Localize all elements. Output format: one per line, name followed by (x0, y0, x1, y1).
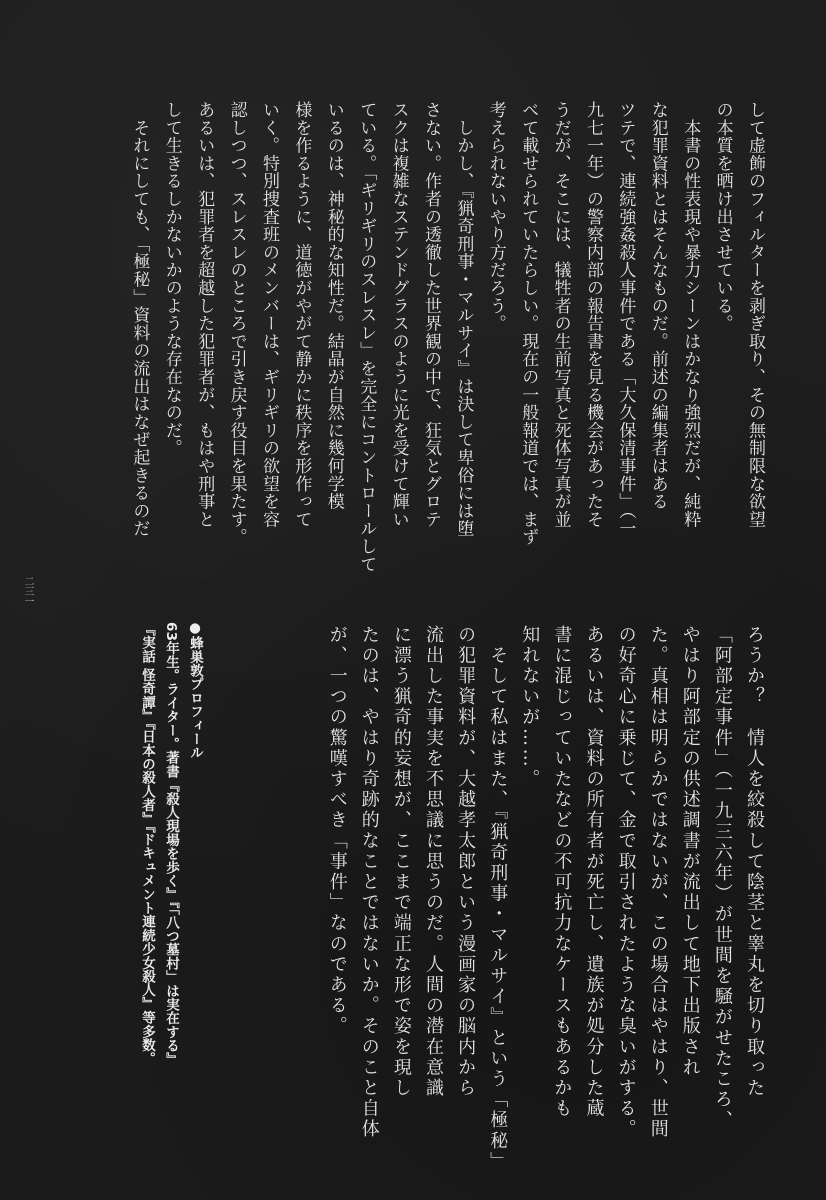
text-column: の好奇心に乗じて、金で取引されたような臭いがする。 (615, 625, 637, 1140)
text-column: 九七一年）の警察内部の報告書を見る機会があったそ (583, 101, 603, 529)
text-column: さない。作者の透徹した世界観の中で、狂気とグロテ (421, 101, 441, 529)
text-column: 本書の性表現や暴力シーンはかなり強烈だが、純粋 (680, 101, 701, 529)
text-column: 流出した事実を不思議に思うのだ。人間の潜在意識 (423, 625, 444, 1099)
profile-heading: ●蜂巣敦プロフィール (187, 620, 203, 760)
text-column: の本質を晒け出させている。 (712, 101, 733, 333)
text-column: 様を作るように、道徳がやがて静かに秩序を形作って (291, 101, 312, 529)
text-column: が、一つの驚嘆すべき「事件」なのである。 (326, 625, 348, 1037)
text-column: な犯罪資料とはそんなものだ。前述の編集者はある (647, 101, 668, 511)
text-column: しかし、『猟奇刑事・マルサイ』は決して卑俗には堕 (453, 101, 474, 538)
page-number: 二三一 (22, 576, 33, 606)
text-column: 「阿部定事件」（一九三六年）が世間を騒がせたころ、 (711, 625, 733, 1131)
text-column: して虚飾のフィルターを剥ぎ取り、その無制限な欲望 (745, 101, 765, 529)
text-column: やはり阿部定の供述調書が流出して地下出版され (679, 625, 701, 1079)
text-column: ツテで、連続強姦殺人事件である「大久保清事件」（一 (615, 101, 636, 538)
text-column: べて載せられていたらしい。現在の一般報道では、まず (518, 101, 539, 546)
text-column: いく。特別捜査班のメンバーは、ギリギリの欲望を容 (259, 101, 279, 529)
text-column: スクは複雑なステンドグラスのように光を受けて輝い (388, 101, 409, 529)
text-column: に漂う猟奇的妄想が、ここまで端正な形で姿を現し (390, 625, 412, 1099)
text-column: あるいは、犯罪者を超越した犯罪者が、もはや刑事と (194, 101, 215, 529)
text-column: 認しつつ、スレスレのところで引き戻す役目を果たす。 (226, 101, 247, 546)
text-column: それにしても、「極秘」資料の流出はなぜ起きるのだ (129, 101, 150, 538)
text-column: 書に混じっていたなどの不可抗力なケースもあるかも (551, 625, 573, 1120)
profile-line: 63年生。ライター。著書『殺人現場を歩く』『「八つ墓村」は実在する』 (163, 622, 179, 1067)
text-column: ている。「ギリギリのスレスレ」を完全にコントロールして (356, 101, 377, 574)
text-column: うだが、そこには、犠牲者の生前写真と死体写真が並 (550, 101, 571, 529)
text-column: あるいは、資料の所有者が死亡し、遺族が処分した蔵 (583, 625, 605, 1120)
profile-line: 『実話 怪奇譚』『日本の殺人者』『ドキュメント連続少女殺人』等多数。 (139, 622, 155, 1066)
text-column: 考えられないやり方だろう。 (485, 101, 506, 333)
text-column: そして私はまた、『猟奇刑事・マルサイ』という「極秘」 (487, 625, 509, 1173)
text-column: 知れないが……。 (519, 625, 541, 790)
text-column: ろうか？ 情人を絞殺して陰茎と睾丸を切り取った (744, 625, 765, 1099)
text-column: して生きるしかないかのような存在なのだ。 (161, 101, 182, 457)
text-column: た。真相は明らかではないが、この場合はやはり、世間 (647, 625, 669, 1140)
text-column: たのは、やはり奇跡的なことではないか。そのこと自体 (358, 625, 380, 1140)
text-column: いるのは、神秘的な知性だ。結晶が自然に幾何学模 (323, 101, 344, 511)
text-column: の犯罪資料が、大越孝太郎という漫画家の脳内から (455, 625, 477, 1099)
